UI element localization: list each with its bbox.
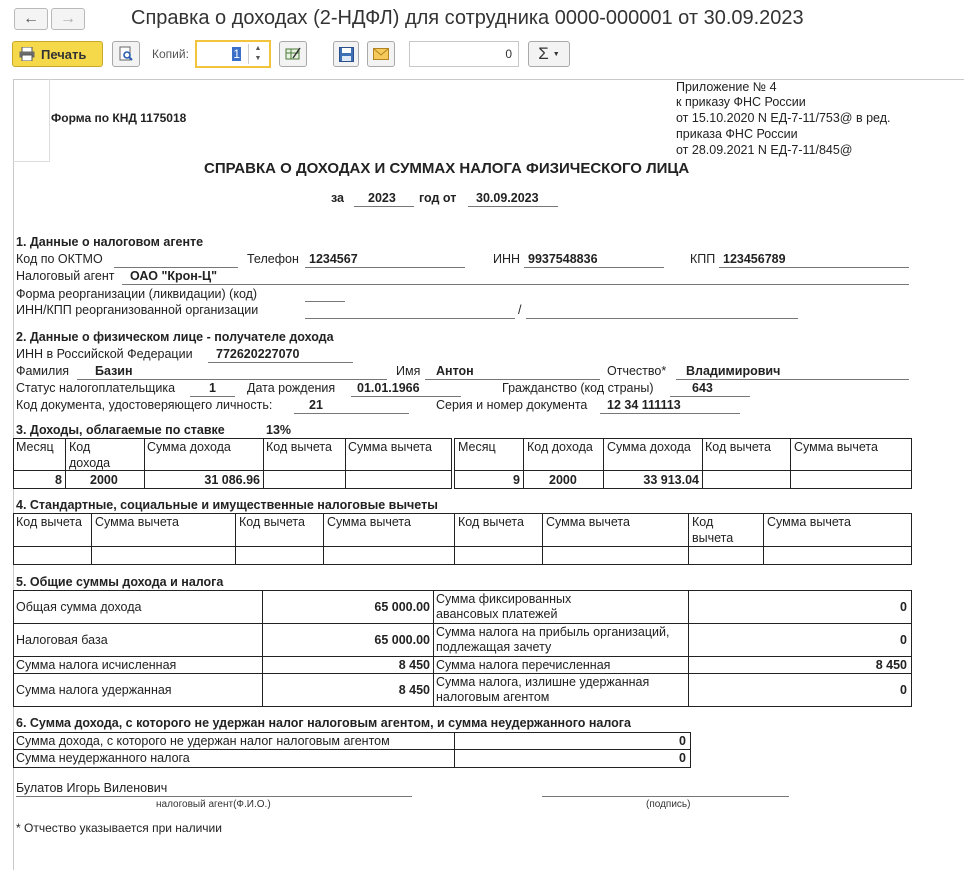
col-deduction-sum: Сумма вычета (95, 515, 179, 529)
oktmo-label: Код по ОКТМО (16, 252, 103, 266)
citizenship-label: Гражданство (код страны) (502, 381, 654, 395)
col-deduction-code: Код (692, 515, 714, 529)
date-value: 30.09.2023 (476, 191, 539, 205)
phone-label: Телефон (247, 252, 299, 266)
doc-code-value: 21 (309, 398, 323, 412)
appendix-line: от 15.10.2020 N ЕД-7-11/753@ в ред. (676, 111, 891, 125)
surname-value: Базин (95, 364, 133, 378)
patronymic-label: Отчество* (607, 364, 667, 378)
status-label: Статус налогоплательщика (16, 381, 176, 395)
col-deduction-sum: Сумма вычета (794, 440, 878, 454)
name-label: Имя (396, 364, 421, 378)
agent-value: ОАО "Крон-Ц" (130, 269, 218, 283)
patronymic-value: Владимирович (686, 364, 781, 378)
copies-stepper[interactable] (248, 44, 267, 64)
za-label: за (331, 191, 345, 205)
col-deduction-sum: Сумма вычета (327, 515, 411, 529)
appendix-line: к приказу ФНС России (676, 95, 806, 109)
kpp-label: КПП (690, 252, 716, 266)
fixed-adv-label: Сумма фиксированных (436, 592, 572, 606)
knd-label: Форма по КНД 1175018 (51, 111, 187, 125)
col-month: Месяц (16, 440, 54, 454)
income-month: 9 (513, 473, 520, 487)
reorg-form-label: Форма реорганизации (ликвидации) (код) (16, 287, 258, 301)
person-inn-value: 772620227070 (216, 347, 300, 361)
profit-tax-label: Сумма налога на прибыль организаций, (436, 625, 670, 639)
edit-button[interactable] (279, 41, 307, 67)
tax-withheld-value: 8 450 (398, 683, 430, 697)
tax-transferred-label: Сумма налога перечисленная (436, 658, 611, 672)
tax-excess-value: 0 (900, 683, 907, 697)
col-income-code: Код дохода (527, 440, 593, 454)
footnote: * Отчество указывается при наличии (16, 821, 222, 835)
col-income-sum: Сумма дохода (147, 440, 231, 454)
phone-value: 1234567 (309, 252, 358, 266)
col-deduction-code: Код вычета (16, 515, 82, 529)
income-code: 2000 (549, 473, 577, 487)
citizenship-value: 643 (692, 381, 713, 395)
unwithheld-tax-value: 0 (679, 751, 686, 765)
envelope-icon (373, 48, 389, 60)
kpp-value: 123456789 (723, 252, 786, 266)
name-value: Антон (436, 364, 474, 378)
col-deduction-code: Код вычета (458, 515, 524, 529)
col-deduction-code: вычета (692, 531, 734, 545)
section-5-header: 5. Общие суммы дохода и налога (16, 575, 224, 589)
agent-inn-label: ИНН (493, 252, 521, 266)
doc-code-label: Код документа, удостоверяющего личность: (16, 398, 273, 412)
fixed-adv-value: 0 (900, 600, 907, 614)
copies-input[interactable] (195, 40, 271, 68)
birth-label: Дата рождения (247, 381, 336, 395)
tax-calculated-value: 8 450 (398, 658, 430, 672)
unwithheld-income-label: Сумма дохода, с которого не удержан налог налоговым агентом (16, 734, 390, 748)
col-income-sum: Сумма дохода (607, 440, 691, 454)
tax-calculated-label: Сумма налога исчисленная (16, 658, 177, 672)
col-deduction-sum: Сумма вычета (767, 515, 851, 529)
person-inn-label: ИНН в Российской Федерации (16, 347, 193, 361)
tax-withheld-label: Сумма налога удержанная (16, 683, 172, 697)
print-button[interactable] (12, 41, 103, 67)
col-income-code: дохода (69, 456, 111, 470)
appendix-line: от 28.09.2021 N ЕД-7-11/845@ (676, 143, 853, 157)
copies-label: Копий: (152, 47, 189, 61)
surname-label: Фамилия (16, 364, 70, 378)
preview-icon (118, 46, 134, 62)
appendix-line: Приложение № 4 (676, 80, 777, 94)
total-income-label: Общая сумма дохода (16, 600, 142, 614)
tax-excess-label: Сумма налога, излишне удержанная (436, 675, 650, 689)
income-month: 8 (55, 473, 62, 487)
section-3-header: 3. Доходы, облагаемые по ставке (16, 423, 225, 437)
forward-button[interactable] (51, 8, 85, 30)
window-title: Справка о доходах (2-НДФЛ) для сотрудника 0000-000001 от 30.09.2023 (131, 7, 804, 29)
col-deduction-code: Код вычета (705, 440, 771, 454)
printer-icon (19, 47, 35, 61)
document-title: СПРАВКА О ДОХОДАХ И СУММАХ НАЛОГА ФИЗИЧЕСКОГО ЛИЦА (204, 160, 690, 177)
arrow-left-icon: ← (23, 10, 39, 27)
section-4-header: 4. Стандартные, социальные и имущественные налоговые вычеты (16, 498, 438, 512)
section-2-header: 2. Данные о физическом лице - получателе дохода (16, 330, 334, 344)
send-email-button[interactable] (367, 41, 395, 67)
doc-number-label: Серия и номер документа (436, 398, 588, 412)
agent-inn-value: 9937548836 (528, 252, 598, 266)
tax-transferred-value: 8 450 (875, 658, 907, 672)
signer-caption: налоговый агент(Ф.И.О.) (156, 799, 271, 810)
income-sum: 33 913.04 (643, 473, 699, 487)
chevron-up-icon: ▲ (254, 45, 262, 52)
col-deduction-code: Код вычета (239, 515, 305, 529)
tax-base-label: Налоговая база (16, 633, 108, 647)
year-value: 2023 (368, 191, 396, 205)
reorg-inn-label: ИНН/КПП реорганизованной организации (16, 303, 259, 317)
print-label: Печать (41, 46, 87, 62)
year-from-label: год от (419, 191, 457, 205)
tax-excess-label: налоговым агентом (436, 690, 550, 704)
sigma-icon: Σ (538, 44, 549, 63)
col-deduction-sum: Сумма вычета (546, 515, 630, 529)
unwithheld-tax-label: Сумма неудержанного налога (16, 751, 190, 765)
copies-value: 1 (233, 47, 240, 61)
reorg-slash: / (518, 303, 522, 317)
doc-corner (13, 79, 50, 162)
signer-name: Булатов Игорь Виленович (16, 781, 168, 795)
tax-base-value: 65 000.00 (374, 633, 430, 647)
sum-menu-button[interactable] (528, 41, 570, 67)
profit-tax-value: 0 (900, 633, 907, 647)
status-value: 1 (209, 381, 216, 395)
section-1-header: 1. Данные о налоговом агенте (16, 235, 204, 249)
chevron-down-icon: ▼ (254, 55, 262, 62)
back-button[interactable] (14, 8, 48, 30)
floppy-disk-icon (339, 47, 354, 62)
chevron-down-icon: ▼ (552, 50, 560, 58)
preview-button[interactable] (112, 41, 140, 67)
col-income-code: Код (69, 440, 91, 454)
doc-number-value: 12 34 111113 (607, 398, 681, 412)
col-deduction-sum: Сумма вычета (348, 440, 432, 454)
unwithheld-income-value: 0 (679, 734, 686, 748)
agent-label: Налоговый агент (16, 269, 115, 283)
total-income-value: 65 000.00 (374, 600, 430, 614)
section-6-header: 6. Сумма дохода, с которого не удержан налог налоговым агентом, и сумма неудержанного налога (16, 716, 631, 730)
edit-table-icon (285, 46, 301, 62)
col-month: Месяц (458, 440, 496, 454)
save-button[interactable] (333, 41, 359, 67)
selected-sum-field[interactable]: 0 (409, 41, 519, 67)
rate-value: 13% (266, 423, 292, 437)
signature-caption: (подпись) (646, 799, 691, 810)
income-code: 2000 (90, 473, 118, 487)
fixed-adv-label: авансовых платежей (436, 607, 558, 621)
col-deduction-code: Код вычета (266, 440, 332, 454)
birth-value: 01.01.1966 (357, 381, 420, 395)
profit-tax-label: подлежащая зачету (436, 640, 552, 654)
arrow-right-icon: → (60, 10, 76, 27)
income-sum: 31 086.96 (204, 473, 260, 487)
appendix-line: приказа ФНС России (676, 127, 798, 141)
